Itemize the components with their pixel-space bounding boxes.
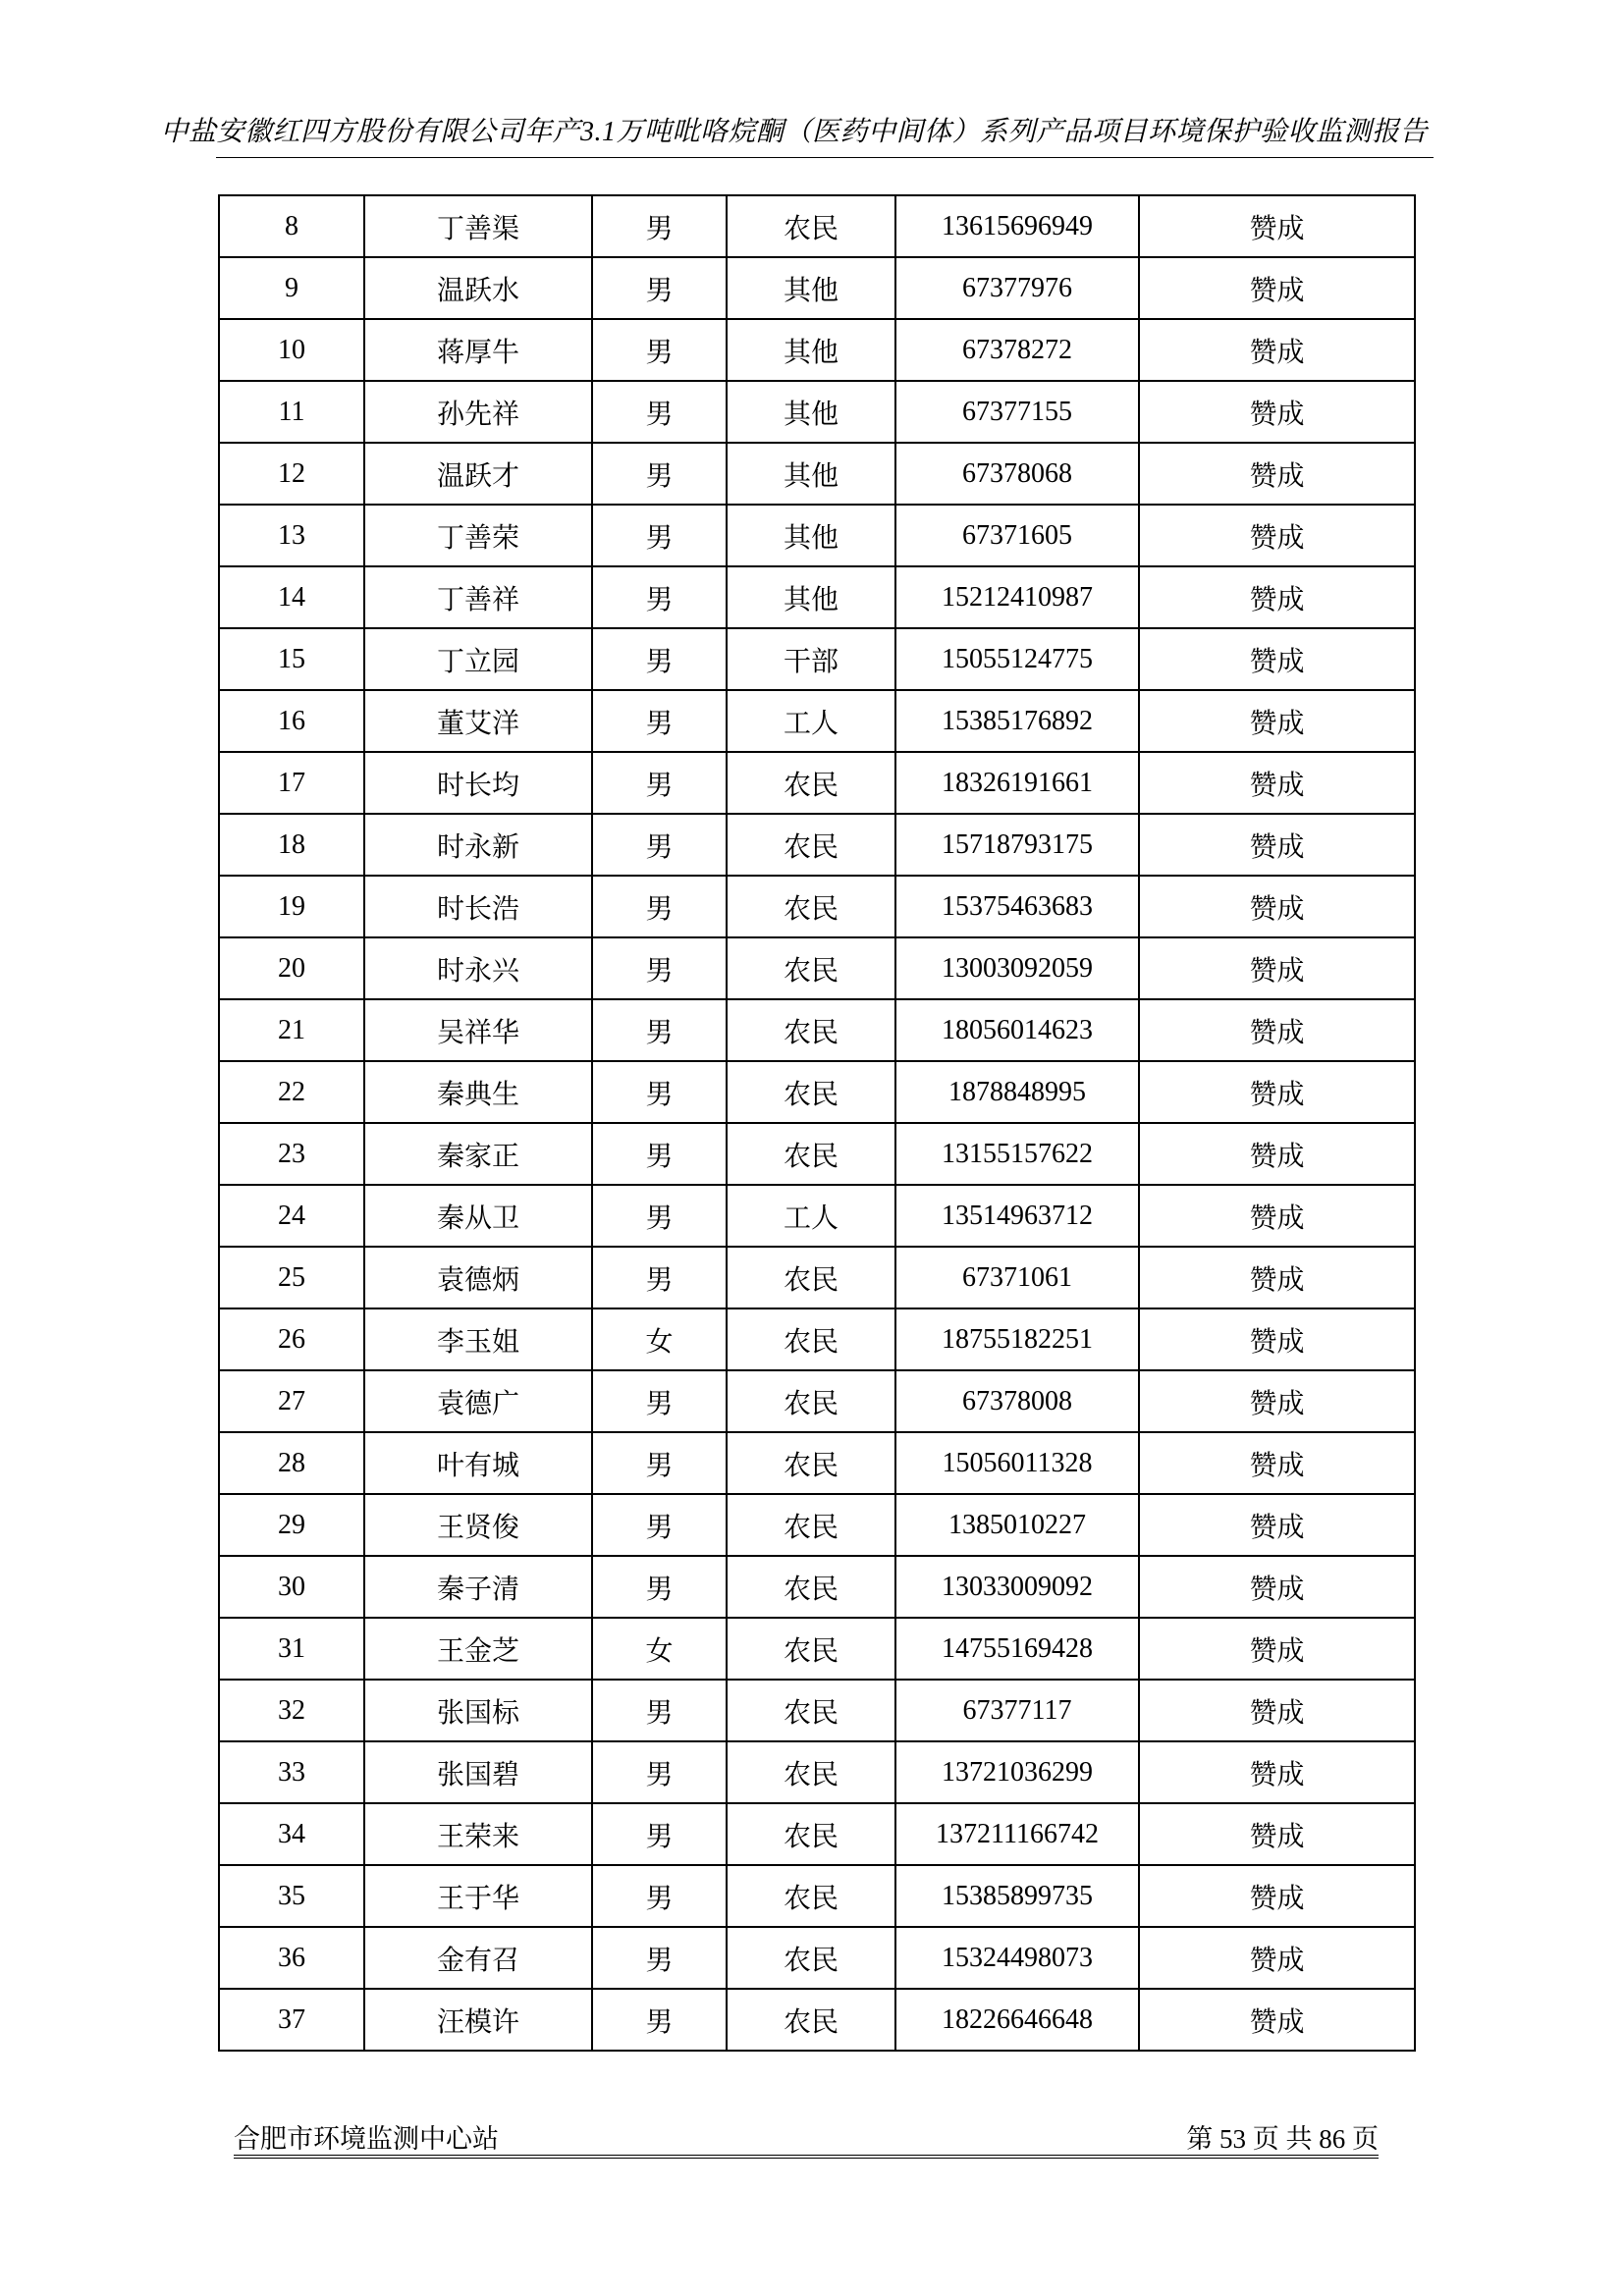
phone-cell: 67371061 <box>895 1247 1139 1308</box>
gender-cell: 男 <box>592 1061 727 1123</box>
phone-cell: 13155157622 <box>895 1123 1139 1185</box>
table-row <box>219 1247 1415 1308</box>
table-row <box>219 566 1415 628</box>
table-row <box>219 1494 1415 1556</box>
name-cell: 金有召 <box>364 1927 592 1989</box>
row-number-cell: 35 <box>219 1865 364 1927</box>
opinion-cell: 赞成 <box>1139 1432 1415 1494</box>
gender-cell: 男 <box>592 505 727 566</box>
gender-cell: 男 <box>592 1865 727 1927</box>
opinion-cell: 赞成 <box>1139 443 1415 505</box>
phone-cell: 15375463683 <box>895 876 1139 937</box>
name-cell: 时长浩 <box>364 876 592 937</box>
row-number-cell: 11 <box>219 381 364 443</box>
occupation-cell: 农民 <box>727 876 895 937</box>
gender-cell: 男 <box>592 1927 727 1989</box>
phone-cell: 13033009092 <box>895 1556 1139 1618</box>
occupation-cell: 干部 <box>727 628 895 690</box>
phone-cell: 67378068 <box>895 443 1139 505</box>
occupation-cell: 农民 <box>727 195 895 257</box>
row-number-cell: 28 <box>219 1432 364 1494</box>
table-row <box>219 1680 1415 1741</box>
opinion-cell: 赞成 <box>1139 505 1415 566</box>
opinion-cell: 赞成 <box>1139 1556 1415 1618</box>
gender-cell: 男 <box>592 1741 727 1803</box>
name-cell: 丁善荣 <box>364 505 592 566</box>
row-number-cell: 12 <box>219 443 364 505</box>
name-cell: 张国标 <box>364 1680 592 1741</box>
occupation-cell: 农民 <box>727 1370 895 1432</box>
row-number-cell: 14 <box>219 566 364 628</box>
phone-cell: 15056011328 <box>895 1432 1139 1494</box>
gender-cell: 男 <box>592 1247 727 1308</box>
opinion-cell: 赞成 <box>1139 1185 1415 1247</box>
occupation-cell: 工人 <box>727 690 895 752</box>
row-number-cell: 21 <box>219 999 364 1061</box>
gender-cell: 男 <box>592 566 727 628</box>
row-number-cell: 37 <box>219 1989 364 2051</box>
occupation-cell: 其他 <box>727 319 895 381</box>
row-number-cell: 34 <box>219 1803 364 1865</box>
opinion-cell: 赞成 <box>1139 1247 1415 1308</box>
occupation-cell: 农民 <box>727 1803 895 1865</box>
name-cell: 袁德炳 <box>364 1247 592 1308</box>
occupation-cell: 农民 <box>727 1432 895 1494</box>
row-number-cell: 19 <box>219 876 364 937</box>
opinion-cell: 赞成 <box>1139 628 1415 690</box>
name-cell: 张国碧 <box>364 1741 592 1803</box>
phone-cell: 15324498073 <box>895 1927 1139 1989</box>
row-number-cell: 20 <box>219 937 364 999</box>
page-footer <box>234 2117 1379 2159</box>
name-cell: 丁立园 <box>364 628 592 690</box>
phone-cell: 13615696949 <box>895 195 1139 257</box>
gender-cell: 男 <box>592 628 727 690</box>
name-cell: 秦典生 <box>364 1061 592 1123</box>
occupation-cell: 其他 <box>727 257 895 319</box>
occupation-cell: 农民 <box>727 1556 895 1618</box>
gender-cell: 男 <box>592 1556 727 1618</box>
occupation-cell: 农民 <box>727 1308 895 1370</box>
row-number-cell: 25 <box>219 1247 364 1308</box>
name-cell: 李玉姐 <box>364 1308 592 1370</box>
occupation-cell: 农民 <box>727 1494 895 1556</box>
row-number-cell: 27 <box>219 1370 364 1432</box>
row-number-cell: 36 <box>219 1927 364 1989</box>
table-row <box>219 195 1415 257</box>
occupation-cell: 农民 <box>727 937 895 999</box>
opinion-cell: 赞成 <box>1139 1741 1415 1803</box>
table-row <box>219 1556 1415 1618</box>
occupation-cell: 农民 <box>727 1061 895 1123</box>
phone-cell: 18226646648 <box>895 1989 1139 2051</box>
opinion-cell: 赞成 <box>1139 1989 1415 2051</box>
name-cell: 丁善渠 <box>364 195 592 257</box>
occupation-cell: 其他 <box>727 443 895 505</box>
table-row <box>219 443 1415 505</box>
name-cell: 时永兴 <box>364 937 592 999</box>
name-cell: 王金芝 <box>364 1618 592 1680</box>
table-row <box>219 319 1415 381</box>
row-number-cell: 22 <box>219 1061 364 1123</box>
gender-cell: 男 <box>592 752 727 814</box>
occupation-cell: 其他 <box>727 566 895 628</box>
opinion-cell: 赞成 <box>1139 381 1415 443</box>
opinion-cell: 赞成 <box>1139 999 1415 1061</box>
phone-cell: 14755169428 <box>895 1618 1139 1680</box>
name-cell: 孙先祥 <box>364 381 592 443</box>
occupation-cell: 农民 <box>727 1741 895 1803</box>
opinion-cell: 赞成 <box>1139 257 1415 319</box>
name-cell: 温跃水 <box>364 257 592 319</box>
row-number-cell: 23 <box>219 1123 364 1185</box>
table-row <box>219 1927 1415 1989</box>
opinion-cell: 赞成 <box>1139 319 1415 381</box>
name-cell: 时长均 <box>364 752 592 814</box>
name-cell: 袁德广 <box>364 1370 592 1432</box>
table-row <box>219 1185 1415 1247</box>
table-row <box>219 1989 1415 2051</box>
table-row <box>219 1618 1415 1680</box>
occupation-cell: 农民 <box>727 1618 895 1680</box>
row-number-cell: 33 <box>219 1741 364 1803</box>
phone-cell: 67377155 <box>895 381 1139 443</box>
occupation-cell: 农民 <box>727 1680 895 1741</box>
phone-cell: 1878848995 <box>895 1061 1139 1123</box>
name-cell: 吴祥华 <box>364 999 592 1061</box>
table-row <box>219 876 1415 937</box>
occupation-cell: 农民 <box>727 1865 895 1927</box>
occupation-cell: 农民 <box>727 814 895 876</box>
phone-cell: 67378272 <box>895 319 1139 381</box>
row-number-cell: 8 <box>219 195 364 257</box>
table-row <box>219 1865 1415 1927</box>
gender-cell: 男 <box>592 195 727 257</box>
name-cell: 汪模许 <box>364 1989 592 2051</box>
phone-cell: 67378008 <box>895 1370 1139 1432</box>
row-number-cell: 29 <box>219 1494 364 1556</box>
table-row <box>219 257 1415 319</box>
row-number-cell: 18 <box>219 814 364 876</box>
row-number-cell: 32 <box>219 1680 364 1741</box>
table-row <box>219 999 1415 1061</box>
gender-cell: 男 <box>592 319 727 381</box>
name-cell: 叶有城 <box>364 1432 592 1494</box>
phone-cell: 15385176892 <box>895 690 1139 752</box>
row-number-cell: 10 <box>219 319 364 381</box>
phone-cell: 13003092059 <box>895 937 1139 999</box>
row-number-cell: 31 <box>219 1618 364 1680</box>
name-cell: 秦家正 <box>364 1123 592 1185</box>
occupation-cell: 农民 <box>727 1989 895 2051</box>
gender-cell: 男 <box>592 1123 727 1185</box>
gender-cell: 男 <box>592 1185 727 1247</box>
occupation-cell: 农民 <box>727 1123 895 1185</box>
table-row <box>219 814 1415 876</box>
gender-cell: 男 <box>592 876 727 937</box>
opinion-cell: 赞成 <box>1139 1803 1415 1865</box>
table-row <box>219 752 1415 814</box>
table-row <box>219 381 1415 443</box>
table-row <box>219 1123 1415 1185</box>
name-cell: 丁善祥 <box>364 566 592 628</box>
phone-cell: 15385899735 <box>895 1865 1139 1927</box>
opinion-cell: 赞成 <box>1139 1927 1415 1989</box>
survey-table <box>218 194 1416 2052</box>
name-cell: 温跃才 <box>364 443 592 505</box>
opinion-cell: 赞成 <box>1139 876 1415 937</box>
phone-cell: 67377117 <box>895 1680 1139 1741</box>
phone-cell: 67371605 <box>895 505 1139 566</box>
phone-cell: 18755182251 <box>895 1308 1139 1370</box>
row-number-cell: 9 <box>219 257 364 319</box>
table-row <box>219 1803 1415 1865</box>
occupation-cell: 农民 <box>727 752 895 814</box>
opinion-cell: 赞成 <box>1139 1370 1415 1432</box>
opinion-cell: 赞成 <box>1139 752 1415 814</box>
gender-cell: 男 <box>592 999 727 1061</box>
phone-cell: 15212410987 <box>895 566 1139 628</box>
opinion-cell: 赞成 <box>1139 937 1415 999</box>
occupation-cell: 农民 <box>727 999 895 1061</box>
gender-cell: 男 <box>592 1680 727 1741</box>
opinion-cell: 赞成 <box>1139 1308 1415 1370</box>
gender-cell: 男 <box>592 690 727 752</box>
name-cell: 时永新 <box>364 814 592 876</box>
occupation-cell: 工人 <box>727 1185 895 1247</box>
gender-cell: 女 <box>592 1618 727 1680</box>
occupation-cell: 农民 <box>727 1247 895 1308</box>
gender-cell: 男 <box>592 1989 727 2051</box>
row-number-cell: 16 <box>219 690 364 752</box>
phone-cell: 137211166742 <box>895 1803 1139 1865</box>
opinion-cell: 赞成 <box>1139 1680 1415 1741</box>
opinion-cell: 赞成 <box>1139 195 1415 257</box>
opinion-cell: 赞成 <box>1139 690 1415 752</box>
name-cell: 王荣来 <box>364 1803 592 1865</box>
table-row <box>219 1308 1415 1370</box>
table-row <box>219 505 1415 566</box>
row-number-cell: 30 <box>219 1556 364 1618</box>
row-number-cell: 24 <box>219 1185 364 1247</box>
name-cell: 秦子清 <box>364 1556 592 1618</box>
phone-cell: 15718793175 <box>895 814 1139 876</box>
opinion-cell: 赞成 <box>1139 566 1415 628</box>
gender-cell: 男 <box>592 443 727 505</box>
gender-cell: 男 <box>592 257 727 319</box>
header-divider <box>216 157 1434 158</box>
gender-cell: 男 <box>592 1803 727 1865</box>
gender-cell: 男 <box>592 1432 727 1494</box>
footer-page-number: 第 53 页 共 86 页 <box>1186 2124 1379 2154</box>
phone-cell: 18056014623 <box>895 999 1139 1061</box>
phone-cell: 67377976 <box>895 257 1139 319</box>
opinion-cell: 赞成 <box>1139 1061 1415 1123</box>
table-row <box>219 690 1415 752</box>
gender-cell: 男 <box>592 381 727 443</box>
phone-cell: 15055124775 <box>895 628 1139 690</box>
row-number-cell: 17 <box>219 752 364 814</box>
name-cell: 董艾洋 <box>364 690 592 752</box>
opinion-cell: 赞成 <box>1139 1123 1415 1185</box>
row-number-cell: 15 <box>219 628 364 690</box>
gender-cell: 男 <box>592 1494 727 1556</box>
name-cell: 王贤俊 <box>364 1494 592 1556</box>
opinion-cell: 赞成 <box>1139 1494 1415 1556</box>
phone-cell: 13514963712 <box>895 1185 1139 1247</box>
row-number-cell: 26 <box>219 1308 364 1370</box>
name-cell: 秦从卫 <box>364 1185 592 1247</box>
opinion-cell: 赞成 <box>1139 1618 1415 1680</box>
gender-cell: 男 <box>592 814 727 876</box>
opinion-cell: 赞成 <box>1139 814 1415 876</box>
report-title: 中盐安徽红四方股份有限公司年产3.1万吨吡咯烷酮（医药中间体）系列产品项目环境保护验收监测报告 <box>160 117 1428 147</box>
phone-cell: 13721036299 <box>895 1741 1139 1803</box>
occupation-cell: 其他 <box>727 381 895 443</box>
table-row <box>219 1432 1415 1494</box>
phone-cell: 18326191661 <box>895 752 1139 814</box>
phone-cell: 1385010227 <box>895 1494 1139 1556</box>
table-row <box>219 1370 1415 1432</box>
name-cell: 蒋厚牛 <box>364 319 592 381</box>
occupation-cell: 农民 <box>727 1927 895 1989</box>
survey-table-body <box>219 195 1415 2051</box>
table-row <box>219 1741 1415 1803</box>
table-row <box>219 1061 1415 1123</box>
opinion-cell: 赞成 <box>1139 1865 1415 1927</box>
table-row <box>219 937 1415 999</box>
footer-organization: 合肥市环境监测中心站 <box>234 2124 499 2154</box>
row-number-cell: 13 <box>219 505 364 566</box>
occupation-cell: 其他 <box>727 505 895 566</box>
gender-cell: 男 <box>592 1370 727 1432</box>
name-cell: 王于华 <box>364 1865 592 1927</box>
table-row <box>219 628 1415 690</box>
gender-cell: 女 <box>592 1308 727 1370</box>
gender-cell: 男 <box>592 937 727 999</box>
